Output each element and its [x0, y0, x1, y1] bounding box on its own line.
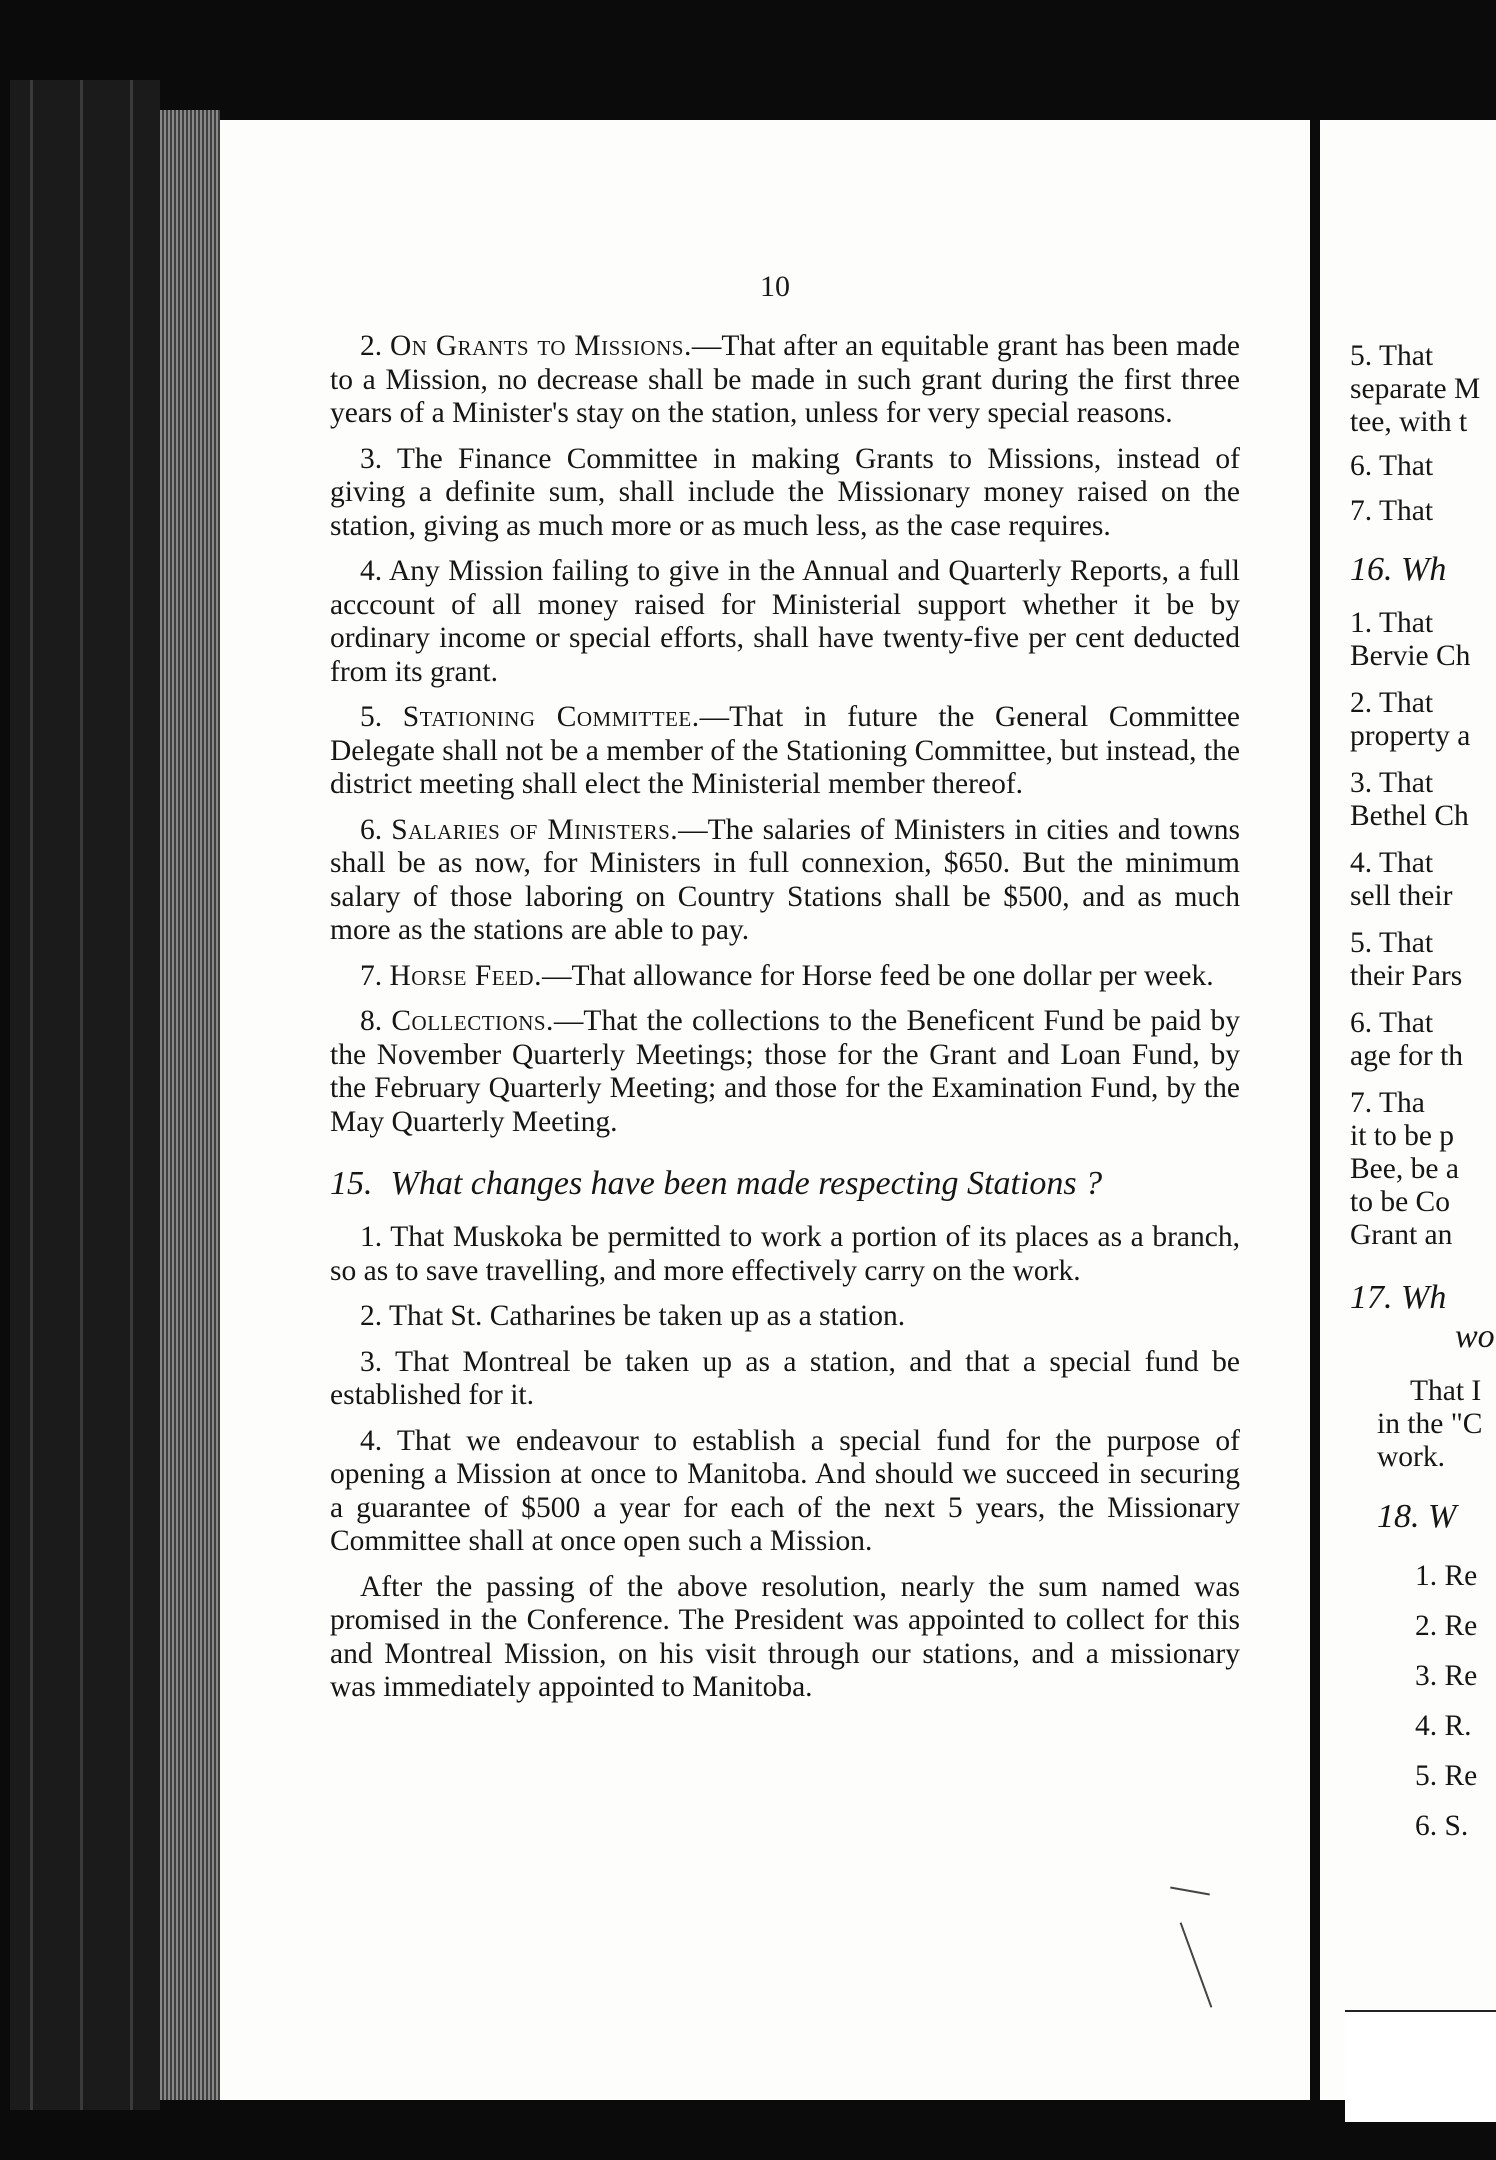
right-page-fragment: 3. That: [1350, 767, 1434, 799]
section-15-item: [330, 1425, 1240, 1559]
right-page-heading: 18. W: [1377, 1498, 1457, 1535]
right-page-heading: 16. Wh: [1350, 551, 1447, 588]
section-15-item: [330, 1221, 1240, 1288]
right-page-fragment: 1. That: [1350, 607, 1434, 639]
paragraph-heading: On Grants to Missions.: [390, 330, 692, 362]
right-page-heading: 17. Wh: [1350, 1279, 1447, 1316]
paragraph-text: Any Mission failing to give in the Annual and Quarterly Reports, a full acccount of all money raised for Ministerial support whether it be by ordinary income or special efforts, shall have twenty-five per cent deducted from its grant.: [330, 555, 1240, 688]
paragraph-heading: Collections.: [391, 1005, 554, 1037]
right-page-fragment: 5. That: [1350, 340, 1434, 372]
right-page-fragment: 2. That: [1350, 687, 1434, 719]
section-number: 15.: [330, 1165, 373, 1202]
item-number: 4.: [360, 1424, 383, 1457]
right-page-fragment: Bee, be a: [1350, 1153, 1459, 1185]
book-spine: [10, 80, 160, 2110]
right-page-fragment: in the "C: [1377, 1408, 1483, 1440]
right-page-heading: wo: [1455, 1318, 1495, 1355]
main-text-column: [330, 330, 1240, 1717]
right-page-fragment: tee, with t: [1350, 406, 1468, 438]
paragraph-heading: Horse Feed.: [389, 959, 542, 992]
paragraph-mission-reports: [330, 555, 1240, 689]
section-15-item: [330, 1300, 1240, 1334]
right-page-fragment: work.: [1377, 1441, 1446, 1473]
paragraph-collections: [330, 1005, 1240, 1139]
paragraph-number: 3.: [360, 442, 383, 475]
paragraph-heading: Stationing Committee.: [402, 701, 700, 733]
right-page-fragment: 3. Re: [1415, 1660, 1478, 1692]
right-page-fragment: Bethel Ch: [1350, 800, 1469, 832]
right-page-bottom-strip: [1345, 2010, 1496, 2122]
section-15-item: [330, 1346, 1240, 1413]
paragraph-salaries: [330, 814, 1240, 948]
right-page-fragment: their Pars: [1350, 960, 1463, 992]
paragraph-grants-to-missions: [330, 330, 1240, 431]
paragraph-number: 4.: [360, 555, 383, 587]
right-page-fragment: to be Co: [1350, 1186, 1450, 1218]
closing-paragraph: After the passing of the above resolution, nearly the sum named was promised in the Conference. The President was appointed to collect for this and Montreal Mission, on his visit through our stations, and a missionary was immediately appointed to Manitoba.: [330, 1570, 1240, 1703]
right-page-fragment: 6. That: [1350, 1007, 1434, 1039]
right-page-fragment: sell their: [1350, 880, 1453, 912]
paragraph-number: 2.: [360, 330, 383, 362]
paragraph-text: —That allowance for Horse feed be one dollar per week.: [541, 959, 1214, 992]
paragraph-heading: Salaries of Ministers.: [391, 813, 679, 846]
right-page-fragment: 1. Re: [1415, 1560, 1478, 1592]
paragraph-text: The Finance Committee in making Grants to Missions, instead of giving a definite sum, shall include the Missionary money raised on the station, giving as much more or as much less, as the case requires.: [330, 442, 1240, 542]
paragraph-text: —The salaries of Ministers in cities and towns shall be as now, for Ministers in full connexion, $650. But the minimum salary of those laboring on Country Stations shall be $500, and as much more as the stations are able to pay.: [330, 813, 1240, 946]
paragraph-text: —That after an equitable grant has been made to a Mission, no decrease shall be made in such grant during the first three years of a Minister's stay on the station, unless for very special reasons.: [330, 330, 1241, 429]
right-page-fragment: Grant an: [1350, 1219, 1453, 1251]
item-text: That we endeavour to establish a special fund for the purpose of opening a Mission at once to Manitoba. And should we succeed in securing a guarantee of $500 a year for each of the next 5 years, the Missionary Committee shall at once open such a Mission.: [330, 1424, 1240, 1557]
right-page-fragment: 6. S.: [1415, 1810, 1469, 1842]
item-text: That St. Catharines be taken up as a station.: [388, 1300, 906, 1332]
right-page-fragment: it to be p: [1350, 1120, 1455, 1152]
paragraph-text: —That in future the General Committee Delegate shall not be a member of the Stationing Committee, but instead, the district meeting shall elect the Ministerial member thereof.: [330, 701, 1241, 800]
right-page-fragment: 4. That: [1350, 847, 1434, 879]
item-number: 1.: [360, 1221, 383, 1253]
spine-line: [80, 80, 83, 2110]
paragraph-number: 7.: [360, 959, 383, 992]
paragraph-number: 6.: [360, 813, 383, 846]
right-page-fragment: 7. Tha: [1350, 1087, 1425, 1119]
spine-line: [130, 80, 133, 2110]
item-text: That Montreal be taken up as a station, and that a special fund be established for it.: [330, 1345, 1241, 1411]
item-number: 2.: [360, 1300, 383, 1332]
right-page-fragment: 7. That: [1350, 495, 1434, 527]
paragraph-number: 8.: [360, 1005, 383, 1037]
paragraph-text: —That the collections to the Beneficent Fund be paid by the November Quarterly Meetings; those for the Grant and Loan Fund, by the February Quarterly Meeting; and those for the Examination Fund, by the May Quarterly Meeting.: [330, 1005, 1241, 1138]
right-page-fragment: 6. That: [1350, 450, 1434, 482]
paragraph-horse-feed: [330, 960, 1240, 994]
page-edges: [160, 110, 220, 2100]
paragraph-stationing-committee: [330, 701, 1240, 802]
right-page-fragment: That I: [1410, 1375, 1482, 1407]
right-page-fragment: age for th: [1350, 1040, 1464, 1072]
paragraph-number: 5.: [360, 701, 383, 733]
right-page-fragment: separate M: [1350, 373, 1481, 405]
page-number: 10: [760, 270, 790, 303]
section-title: What changes have been made respecting Stations ?: [390, 1165, 1103, 1202]
section-15-heading: [330, 1165, 1240, 1203]
item-text: That Muskoka be permitted to work a portion of its places as a branch, so as to save travelling, and more effectively carry on the work.: [330, 1221, 1240, 1287]
right-page-fragment: 5. Re: [1415, 1760, 1478, 1792]
right-page-fragment: 2. Re: [1415, 1610, 1478, 1642]
paragraph-finance-committee: [330, 443, 1240, 544]
right-page-fragment: 5. That: [1350, 927, 1434, 959]
right-page-fragment: 4. R.: [1415, 1710, 1472, 1742]
right-page-fragment: Bervie Ch: [1350, 640, 1471, 672]
right-page-fragment: property a: [1350, 720, 1471, 752]
item-number: 3.: [360, 1345, 383, 1378]
spine-line: [30, 80, 33, 2110]
